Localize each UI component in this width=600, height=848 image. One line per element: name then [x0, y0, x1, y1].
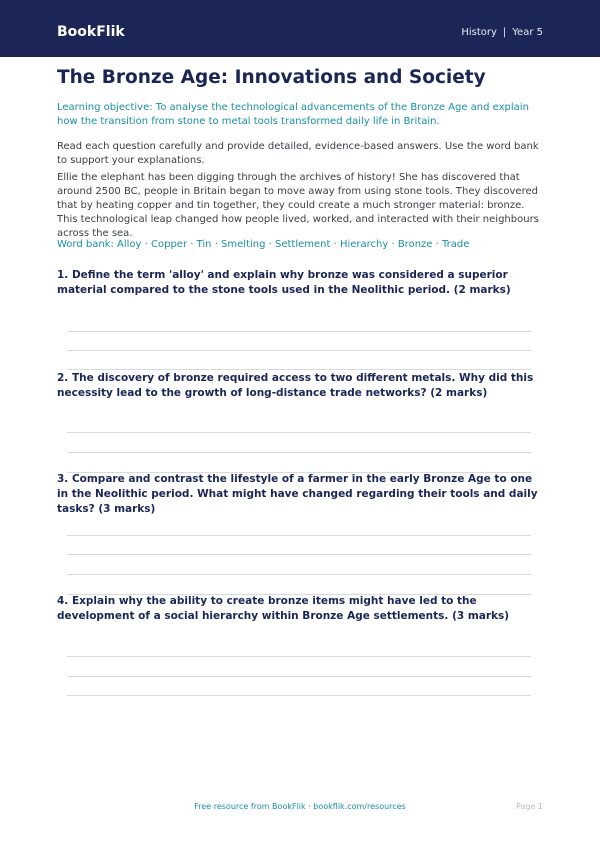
question-4: 4. Explain why the ability to create bronze items might have led to the development of a social hierarchy within Bronze Age settlements. (3 marks)	[57, 595, 510, 622]
breadcrumb-separator: |	[502, 27, 507, 38]
intro-paragraph: Ellie the elephant has been digging through the archives of history! She has discovered that around 2500 BC, people in Britain began to move away from using stone tools. They discovered that by heating copper and tin together, they could create a much stronger material: bronze. This technological leap changed how people lived, worked, and interacted with their neighbours across the sea.	[57, 172, 539, 239]
answer-line[interactable]	[67, 574, 531, 575]
question-1: 1. Define the term 'alloy' and explain why bronze was considered a superior material compared to the stone tools used in the Neolithic period. (2 marks)	[57, 269, 511, 296]
subject-label: History	[461, 27, 497, 38]
answer-line[interactable]	[67, 350, 531, 351]
answer-line[interactable]	[67, 695, 531, 696]
question-divider	[67, 369, 531, 370]
answer-line[interactable]	[67, 432, 531, 433]
subject-breadcrumb	[461, 26, 543, 40]
answer-line[interactable]	[67, 331, 531, 332]
word-bank: Word bank: Alloy · Copper · Tin · Smelting · Settlement · Hierarchy · Bronze · Trade	[57, 239, 470, 250]
header-bar	[0, 0, 600, 57]
question-3: 3. Compare and contrast the lifestyle of a farmer in the early Bronze Age to one in the Neolithic period. What might have changed regarding their tools and daily tasks? (3 marks)	[57, 473, 538, 515]
question-2: 2. The discovery of bronze required access to two different metals. Why did this necessity lead to the growth of long-distance trade networks? (2 marks)	[57, 372, 534, 399]
footer-source-link[interactable]: Free resource from BookFlik · bookflik.com/resources	[194, 802, 406, 811]
year-label: Year 5	[512, 27, 543, 38]
learning-objective: Learning objective: To analyse the technological advancements of the Bronze Age and explain how the transition from stone to metal tools transformed daily life in Britain.	[57, 102, 529, 127]
instructions-text: Read each question carefully and provide detailed, evidence-based answers. Use the word bank to support your explanations.	[57, 141, 539, 166]
answer-line[interactable]	[67, 452, 531, 453]
page-number: Page 1	[516, 802, 543, 811]
answer-line[interactable]	[67, 676, 531, 677]
page-title: The Bronze Age: Innovations and Society	[57, 67, 486, 88]
page-footer	[0, 801, 600, 815]
brand-logo[interactable]: BookFlik	[57, 24, 125, 40]
answer-line[interactable]	[67, 656, 531, 657]
answer-line[interactable]	[67, 554, 531, 555]
answer-line[interactable]	[67, 535, 531, 536]
